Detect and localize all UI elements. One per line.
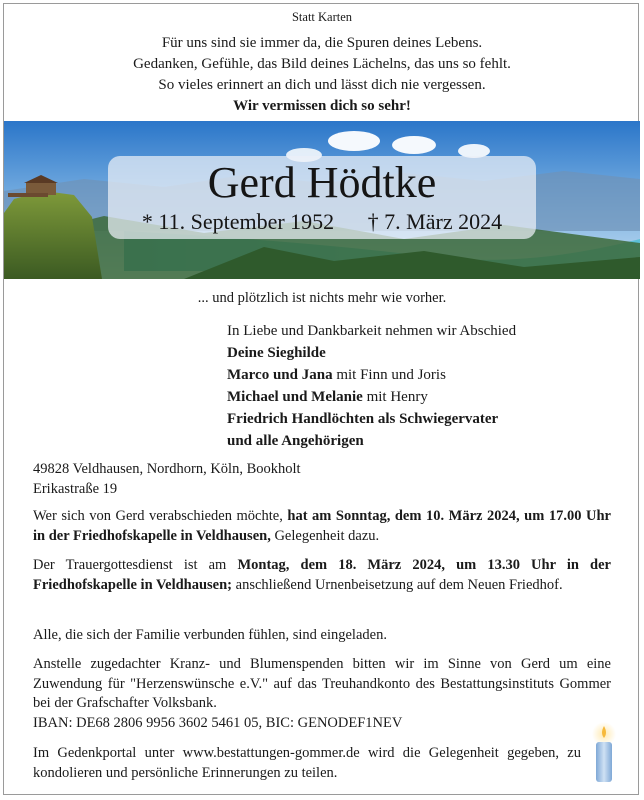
deceased-name: Gerd Hödtke [207, 158, 437, 207]
death-date: † 7. März 2024 [367, 209, 503, 234]
life-dates [0, 209, 644, 235]
address-line: 49828 Veldhausen, Nordhorn, Köln, Bookholt [33, 461, 301, 477]
mourners-intro: In Liebe und Dankbarkeit nehmen wir Abschied [227, 323, 517, 339]
mourner-line: und alle Angehörigen [227, 433, 364, 449]
mourner-line: Deine Sieghilde [227, 345, 326, 361]
farewell-paragraph: Wer sich von Gerd verabschieden möchte, hat am Sonntag, dem 10. März 2024, um 17.00 Uhr in der Friedhofskapelle in Veldhausen, Gelegenheit dazu. [33, 508, 611, 544]
portal-paragraph: Im Gedenkportal unter www.bestattungen-gommer.de wird die Gelegenheit gegeben, zu kondolieren und persönliche Erinnerungen zu teilen. [33, 745, 581, 781]
birth-date: * 11. September 1952 [141, 209, 335, 234]
address [33, 460, 611, 499]
poem-line: Für uns sind sie immer da, die Spuren deines Lebens. [161, 35, 483, 51]
donation-text: Anstelle zugedachter Kranz- und Blumenspenden bitten wir im Sinne von Gerd um eine Zuwendung für "Herzenswünsche e.V." auf das Treuhandkonto des Bestattungsinstituts Gommer bei der Grafschafter Volksbank. [33, 656, 611, 711]
mourner-line: Friedrich Handlöchten als Schwiegervater [227, 411, 499, 427]
poem [0, 33, 644, 117]
address-line: Erikastraße 19 [33, 480, 118, 497]
service-paragraph: Der Trauergottesdienst ist am Montag, dem 18. März 2024, um 13.30 Uhr in der Friedhofskapelle in Veldhausen; anschließend Urnenbeisetzung auf dem Neuen Friedhof. [33, 557, 611, 593]
poem-bold-line: Wir vermissen dich so sehr! [233, 98, 411, 114]
candle-icon [587, 722, 621, 784]
poem-line: Gedanken, Gefühle, das Bild deines Lächelns, das uns so fehlt. [133, 56, 511, 72]
subline: ... und plötzlich ist nichts mehr wie vorher. [197, 290, 447, 306]
bank-details: IBAN: DE68 2806 9956 3602 5461 05, BIC: GENODEF1NEV [33, 714, 403, 731]
donation-paragraph [33, 655, 611, 733]
mourners-list [227, 320, 516, 452]
invitation: Alle, die sich der Familie verbunden fühlen, sind eingeladen. [33, 627, 387, 643]
header-label: Statt Karten [291, 10, 353, 24]
mourner-line: Michael und Melanie mit Henry [227, 389, 428, 405]
poem-line: So vieles erinnert an dich und lässt dich nie vergessen. [158, 77, 486, 93]
mourner-line: Marco und Jana mit Finn und Joris [227, 367, 446, 383]
